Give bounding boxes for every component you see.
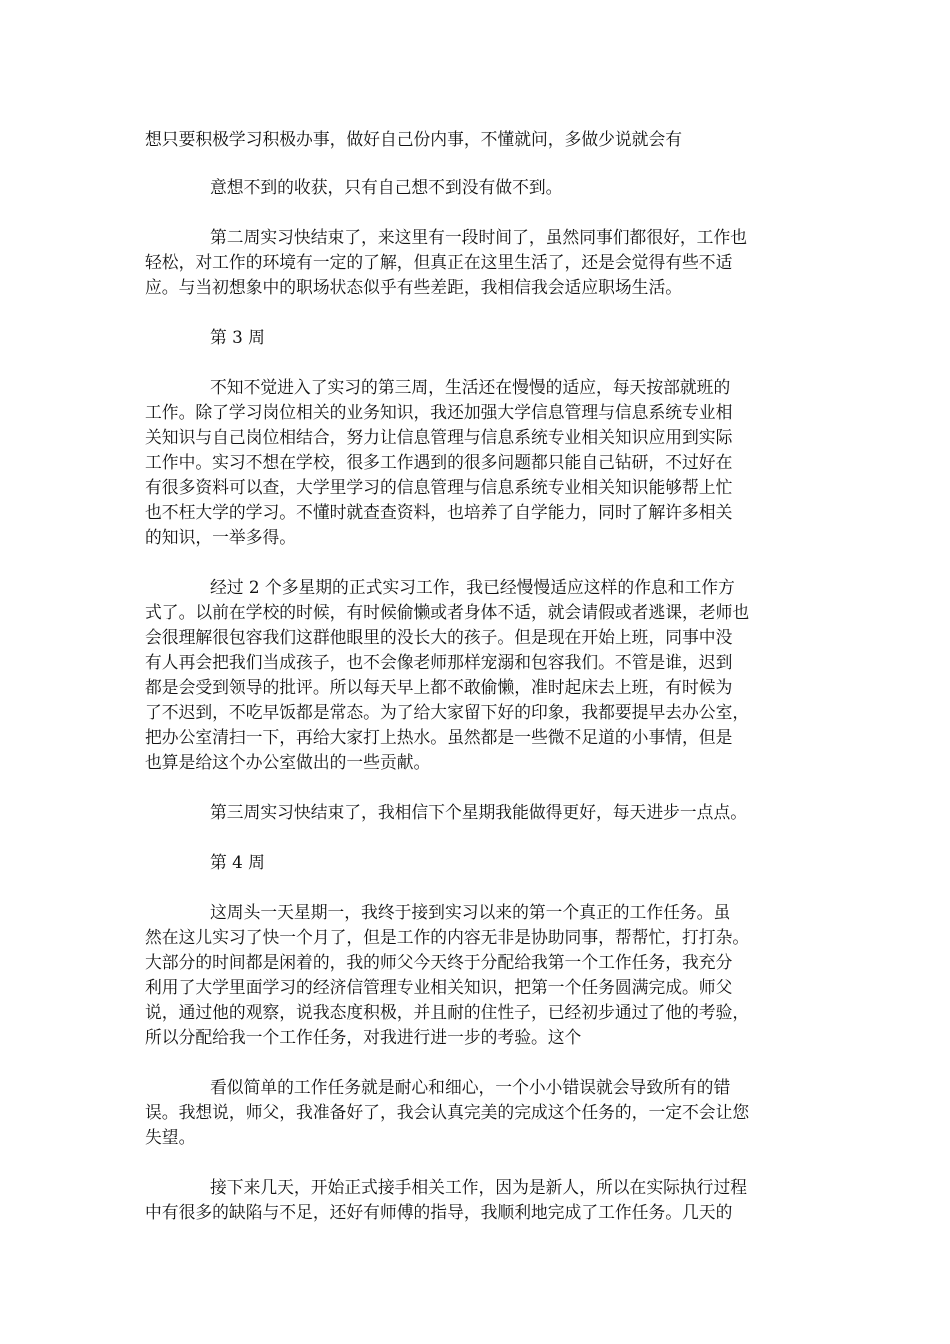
text-line: 式了。以前在学校的时候，有时候偷懒或者身体不适，就会请假或者逃课，老师也 xyxy=(145,602,750,622)
text-line: 也不枉大学的学习。不懂时就查查资料，也培养了自学能力，同时了解许多相关 xyxy=(145,502,733,522)
text-line: 意想不到的收获，只有自己想不到没有做不到。 xyxy=(210,177,563,197)
section-heading: 第 4 周 xyxy=(210,852,265,872)
text-line: 的知识，一举多得。 xyxy=(145,527,297,547)
text-line: 会很理解很包容我们这群他眼里的没长大的孩子。但是现在开始上班，同事中没 xyxy=(145,627,733,647)
text-line: 不知不觉进入了实习的第三周，生活还在慢慢的适应，每天按部就班的 xyxy=(210,377,731,397)
text-line: 大部分的时间都是闲着的，我的师父今天终于分配给我第一个工作任务，我充分 xyxy=(145,952,733,972)
text-line: 把办公室清扫一下，再给大家打上热水。虽然都是一些微不足道的小事情，但是 xyxy=(145,727,733,747)
text-line: 第二周实习快结束了，来这里有一段时间了，虽然同事们都很好，工作也 xyxy=(210,227,748,247)
text-line: 看似简单的工作任务就是耐心和细心，一个小小错误就会导致所有的错 xyxy=(210,1077,731,1097)
text-line: 有很多资料可以查，大学里学习的信息管理与信息系统专业相关知识能够帮上忙 xyxy=(145,477,733,497)
text-line: 了不迟到，不吃早饭都是常态。为了给大家留下好的印象，我都要提早去办公室， xyxy=(145,702,750,722)
text-line: 经过 2 个多星期的正式实习工作，我已经慢慢适应这样的作息和工作方 xyxy=(210,577,735,597)
text-line: 误。我想说，师父，我准备好了，我会认真完美的完成这个任务的，一定不会让您 xyxy=(145,1102,750,1122)
text-line: 接下来几天，开始正式接手相关工作，因为是新人，所以在实际执行过程 xyxy=(210,1177,748,1197)
text-line: 然在这儿实习了快一个月了，但是工作的内容无非是协助同事，帮帮忙，打打杂。 xyxy=(145,927,750,947)
text-line: 有人再会把我们当成孩子，也不会像老师那样宠溺和包容我们。不管是谁，迟到 xyxy=(145,652,733,672)
section-heading: 第 3 周 xyxy=(210,327,265,347)
text-line: 关知识与自己岗位相结合，努力让信息管理与信息系统专业相关知识应用到实际 xyxy=(145,427,733,447)
text-line: 想只要积极学习积极办事，做好自己份内事，不懂就问，多做少说就会有 xyxy=(145,129,683,149)
text-line: 工作。除了学习岗位相关的业务知识，我还加强大学信息管理与信息系统专业相 xyxy=(145,402,733,422)
text-line: 也算是给这个办公室做出的一些贡献。 xyxy=(145,752,431,772)
text-line: 利用了大学里面学习的经济信管理专业相关知识，把第一个任务圆满完成。师父 xyxy=(145,977,733,997)
text-line: 工作中。实习不想在学校，很多工作遇到的很多问题都只能自己钻研，不过好在 xyxy=(145,452,733,472)
text-line: 这周头一天星期一，我终于接到实习以来的第一个真正的工作任务。虽 xyxy=(210,902,731,922)
text-line: 都是会受到领导的批评。所以每天早上都不敢偷懒，准时起床去上班，有时候为 xyxy=(145,677,733,697)
text-line: 说，通过他的观察，说我态度积极，并且耐的住性子，已经初步通过了他的考验， xyxy=(145,1002,750,1022)
text-line: 应。与当初想象中的职场状态似乎有些差距，我相信我会适应职场生活。 xyxy=(145,277,683,297)
text-line: 所以分配给我一个工作任务，对我进行进一步的考验。这个 xyxy=(145,1027,582,1047)
text-line: 失望。 xyxy=(145,1127,196,1147)
text-line: 第三周实习快结束了，我相信下个星期我能做得更好，每天进步一点点。 xyxy=(210,802,748,822)
text-line: 轻松，对工作的环境有一定的了解，但真正在这里生活了，还是会觉得有些不适 xyxy=(145,252,733,272)
text-line: 中有很多的缺陷与不足，还好有师傅的指导，我顺利地完成了工作任务。几天的 xyxy=(145,1202,733,1222)
